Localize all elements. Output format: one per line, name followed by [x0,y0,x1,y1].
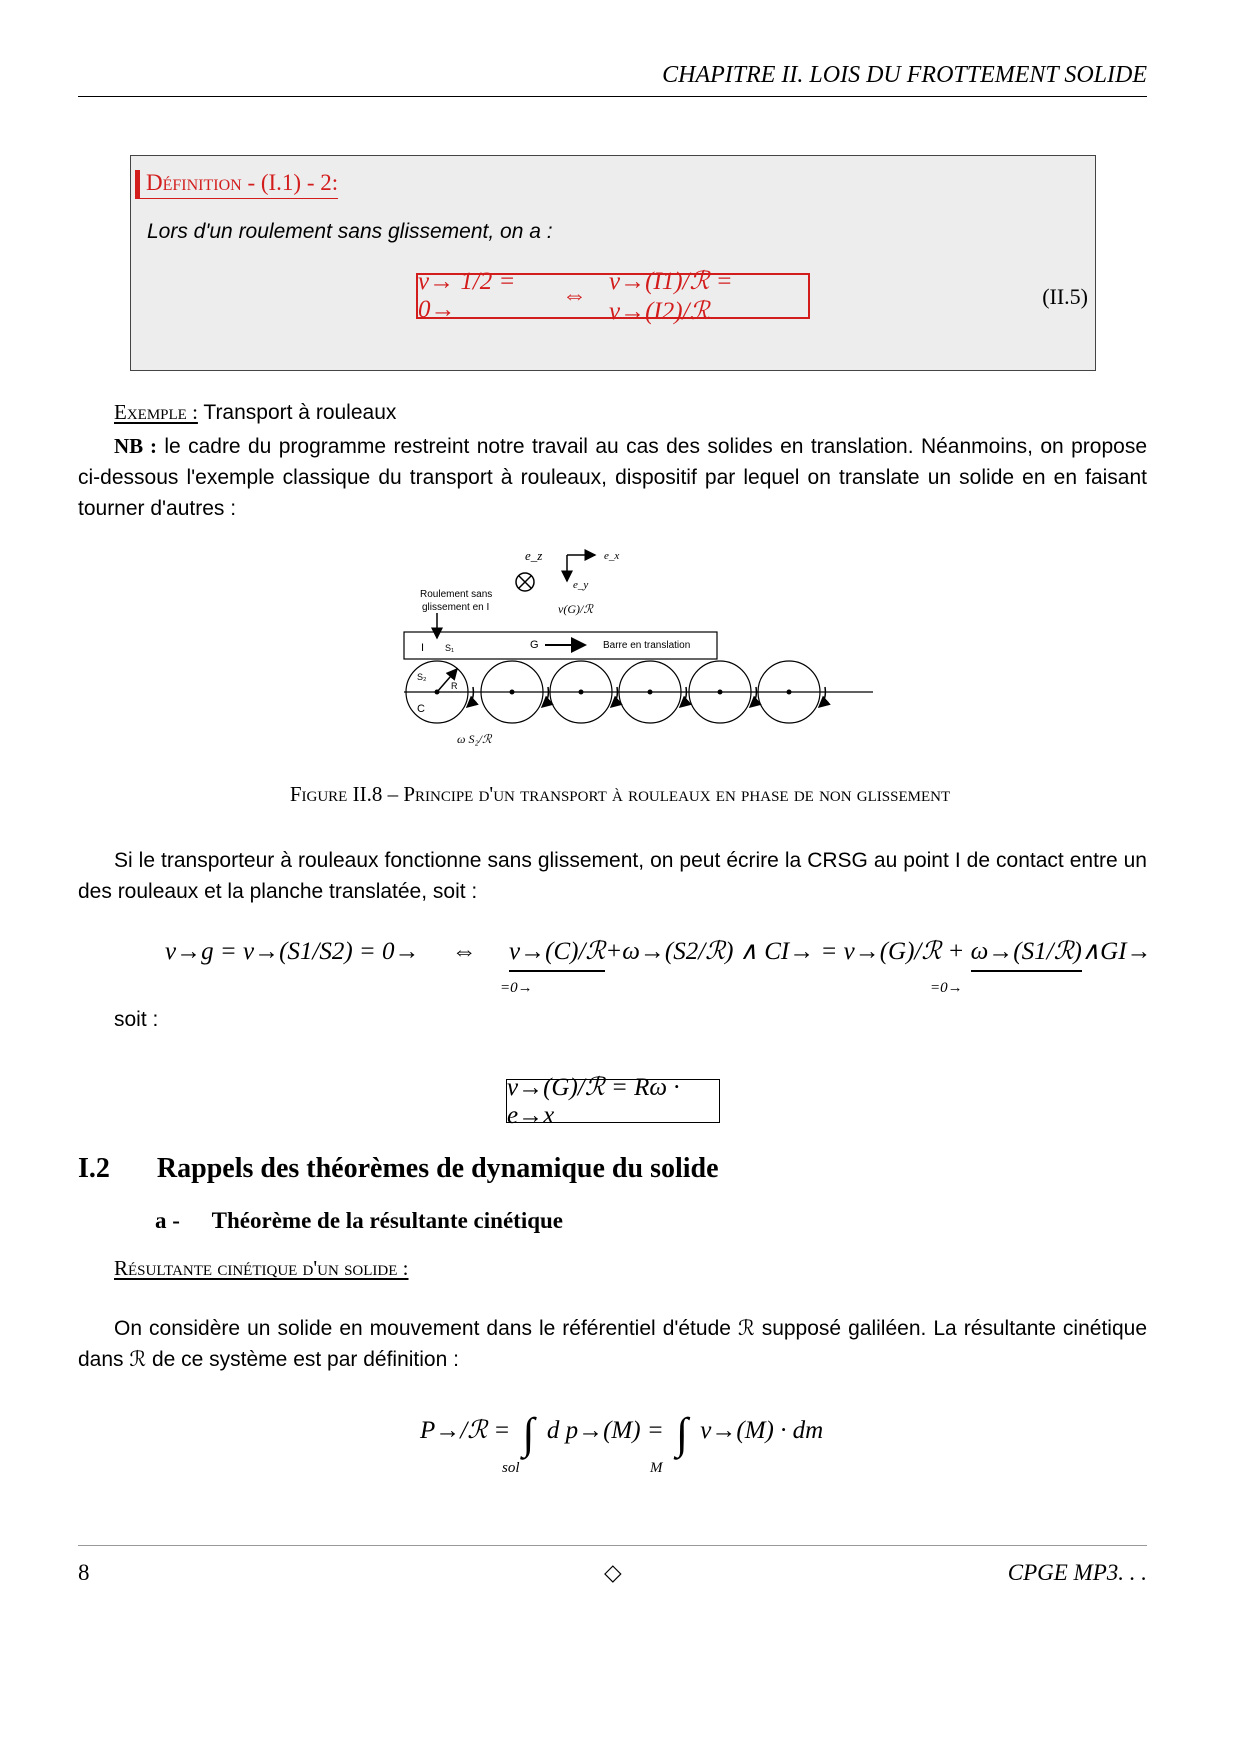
subsection-number: a - [155,1208,180,1233]
equation-crsg [165,936,1152,972]
label-G: G [530,639,539,651]
footer-course: CPGE MP3. . . [1007,1560,1147,1585]
rolling-label: Roulement sans [420,589,493,600]
integral-sign-2: ∫ [675,1409,689,1458]
ex-label: e_x [604,550,620,562]
paragraph-resultante: On considère un solide en mouvement dans le référentiel d'étude ℛ supposé galiléen. La résultante cinétique dans ℛ de ce système est par définition : [78,1317,1147,1371]
example-line [114,400,396,425]
boxed-equation: v→(G)/ℛ = Rω · e→x [506,1079,720,1123]
subsection-heading [155,1208,563,1234]
eq1-end: ∧GI→ [1081,938,1152,965]
eq1-equiv: ⇔ [451,938,477,965]
example-label: Exemple : [114,400,198,424]
equiv-symbol: ⇔ [561,282,587,309]
section-heading [78,1153,719,1185]
paragraph-crsg: Si le transporteur à rouleaux fonctionne sans glissement, on peut écrire la CRSG au point I de contact entre un des rouleaux et la planche translatée, soit : [78,849,1147,903]
label-C: C [417,703,425,715]
roller-figure [395,535,885,755]
eq1-mid: +ω→(S2/ℛ) ∧ CI→ = v→(G)/ℛ + [605,938,965,965]
label-S2: S₂ [417,672,427,682]
label-bar: Barre en translation [603,640,691,651]
rolling-label-2: glissement en I [422,602,490,613]
vG-label: v(G)/ℛ [558,602,593,616]
label-S1: S₁ [445,643,455,653]
definition-text: Lors d'un roulement sans glissement, on a : [147,220,553,243]
figure-caption: Figure II.8 – Principe d'un transport à rouleaux en phase de non glissement [289,782,951,806]
equation-left: v→ 1/2 = 0→ [418,268,516,323]
equation-resultante [420,1408,823,1459]
example-title: Transport à rouleaux [203,401,397,424]
subsection-title: Théorème de la résultante cinétique [211,1208,563,1233]
definition-equation [416,268,810,325]
nb-label: NB : [114,434,157,458]
nb-text: le cadre du programme restreint notre travail au cas des solides en translation. Néanmoins, on propose ci-dessous l'exemple classique du transport à rouleaux, dispositif par lequel on translate un solide en en faisant tourner d'autres : [78,435,1148,520]
eq1-term1: v→(C)/ℛ [509,936,605,972]
footer-rule [78,1545,1147,1546]
eq-right: v→(M) · dm [700,1417,824,1444]
integral-sign-1: ∫ [522,1409,535,1458]
ez-label: e_z [525,548,543,563]
eq1-under-1: =0→ [500,980,533,996]
eq1-term2: ω→(S1/ℛ) [971,936,1082,972]
section-title: Rappels des théorèmes de dynamique du solide [156,1153,719,1184]
soit-text: soit : [114,1008,159,1031]
equation-number: (II.5) [1042,284,1088,309]
section-number: I.2 [78,1153,110,1184]
running-header: CHAPITRE II. LOIS DU FROTTEMENT SOLIDE [78,62,1147,97]
eq1-under-2: =0→ [930,980,963,996]
label-R: R [451,681,458,691]
equation-right: v→(I1)/ℛ = v→(I2)/ℛ [608,268,733,325]
nb-paragraph [78,431,1147,524]
label-I: I [421,642,425,654]
eq1-left: v→g = v→(S1/S2) = 0→ [165,938,420,965]
integral-sub-sol: sol [502,1460,520,1476]
integral-sub-M: M [650,1460,663,1476]
definition-title: Définition - (I.1) - 2: [135,170,338,199]
omega-label: ω S₂/ℛ [457,732,492,746]
eq-left: P→/ℛ = [420,1417,511,1444]
ey-label: e_y [573,579,589,591]
page-number: 8 [78,1560,90,1585]
footer-diamond-icon: ◇ [604,1560,622,1585]
eq-mid: d p→(M) = [546,1417,664,1444]
resultante-label: Résultante cinétique d'un solide : [114,1256,409,1280]
rotation-marks [467,687,825,707]
